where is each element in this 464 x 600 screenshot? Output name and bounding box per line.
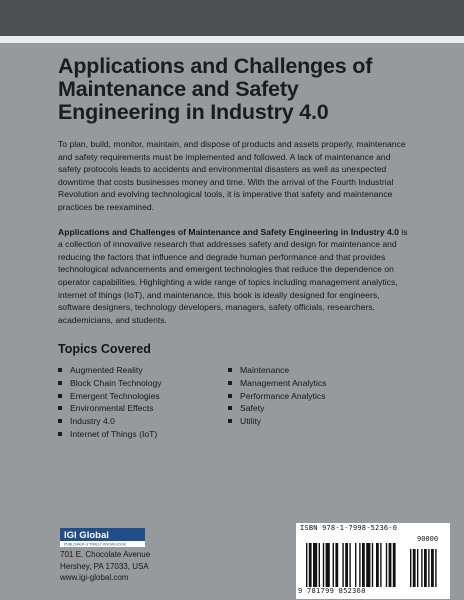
- summary-title: Applications and Challenges of Maintenance and Safety Engineering in Industry 4.0: [58, 226, 399, 237]
- barcode-bar: [389, 543, 392, 587]
- address-line-2: Hershey, PA 17033, USA: [60, 561, 149, 571]
- topic-item: Safety: [228, 402, 326, 415]
- barcode-bar: [372, 543, 373, 587]
- barcode-bar: [335, 543, 338, 587]
- barcode-bar: [380, 543, 381, 587]
- publisher-address: [60, 549, 150, 584]
- barcode-addon-bar: [428, 549, 429, 587]
- barcode-addon-bar: [435, 549, 436, 587]
- topic-item: Augmented Reality: [58, 364, 228, 377]
- address-line-1: 701 E. Chocolate Avenue: [60, 550, 151, 559]
- book-title: Applications and Challenges of Maintenance and Safety Engineering in Industry 4.0: [58, 54, 373, 124]
- barcode-bar: [362, 543, 365, 587]
- topic-item: Maintenance: [228, 364, 326, 377]
- topics-column-right: [228, 364, 326, 440]
- topic-item: Environmental Effects: [58, 402, 228, 415]
- barcode-addon-bar: [410, 549, 411, 587]
- barcode-bar: [313, 543, 317, 587]
- barcode-bar: [306, 543, 307, 587]
- barcode-addon-bar: [421, 549, 422, 587]
- isbn-barcode-block: [296, 523, 450, 599]
- barcode-bar: [366, 543, 370, 587]
- isbn-text: ISBN 978-1-7998-5236-0: [300, 524, 398, 532]
- topic-item: Internet of Things (IoT): [58, 428, 228, 441]
- top-bar: [0, 0, 464, 36]
- cover-content: [58, 55, 410, 441]
- barcode-bar: [326, 543, 330, 587]
- barcode-bar: [359, 543, 360, 587]
- topic-item: Industry 4.0: [58, 415, 228, 428]
- barcode-addon-bar: [431, 549, 434, 587]
- price-code: 90000: [417, 535, 439, 543]
- barcode-bar: [323, 543, 324, 587]
- barcode-bar: [319, 543, 320, 587]
- barcode-bar: [376, 543, 379, 587]
- barcode-addon-bar: [424, 549, 427, 587]
- barcode-bar: [345, 543, 348, 587]
- barcode-bar: [393, 543, 396, 587]
- barcode-bar: [386, 543, 387, 587]
- logo-tagline: PUBLISHER of TIMELY KNOWLEDGE: [64, 542, 127, 547]
- topic-item: Utility: [228, 415, 326, 428]
- topic-item: Management Analytics: [228, 377, 326, 390]
- publisher-website: www.igi-global.com: [60, 573, 129, 582]
- topic-item: Block Chain Technology: [58, 377, 228, 390]
- topic-item: Performance Analytics: [228, 390, 326, 403]
- igi-global-logo: [60, 528, 145, 547]
- top-divider: [0, 36, 464, 43]
- barcode-bar: [309, 543, 312, 587]
- topics-list: [58, 364, 410, 440]
- barcode-number: 9 781799 852360: [298, 587, 366, 595]
- barcode-bar: [355, 543, 356, 587]
- summary-body: is a collection of innovative research that addresses safety and design for maintenance and reducing the factors that influence and degrade human performance and that provides technological advancements and emergent technologies that reduce the dependence on operator capabilities. Highlighting a wide range of topics including management analytics, internet of things (IoT), and maintenance, this book is ideally designed for engineers, software designers, technology developers, managers, safety officials, researchers, academicians, and students.: [58, 226, 408, 325]
- barcode-addon-bar: [413, 549, 416, 587]
- topics-column-left: [58, 364, 228, 440]
- book-summary: [58, 226, 410, 327]
- barcode-bar: [342, 543, 343, 587]
- barcode-addon-bar: [417, 549, 418, 587]
- barcode-bar: [333, 543, 334, 587]
- topic-item: Emergent Technologies: [58, 390, 228, 403]
- logo-text: IGI Global: [64, 530, 109, 541]
- barcode-graphic: [304, 543, 442, 587]
- topics-heading: Topics Covered: [58, 342, 151, 357]
- barcode-bar: [349, 543, 350, 587]
- book-description: To plan, build, monitor, maintain, and dispose of products and assets properly, maintenance and safety requirements must be implemented and followed. A lack of maintenance and safety protocols leads to accidents and environmental disasters as well as unexpected downtime that costs businesses money and time. With the arrival of the Fourth Industrial Revolution and evolving technological tools, it is imperative that safety and maintenance practices be reexamined.: [58, 139, 406, 212]
